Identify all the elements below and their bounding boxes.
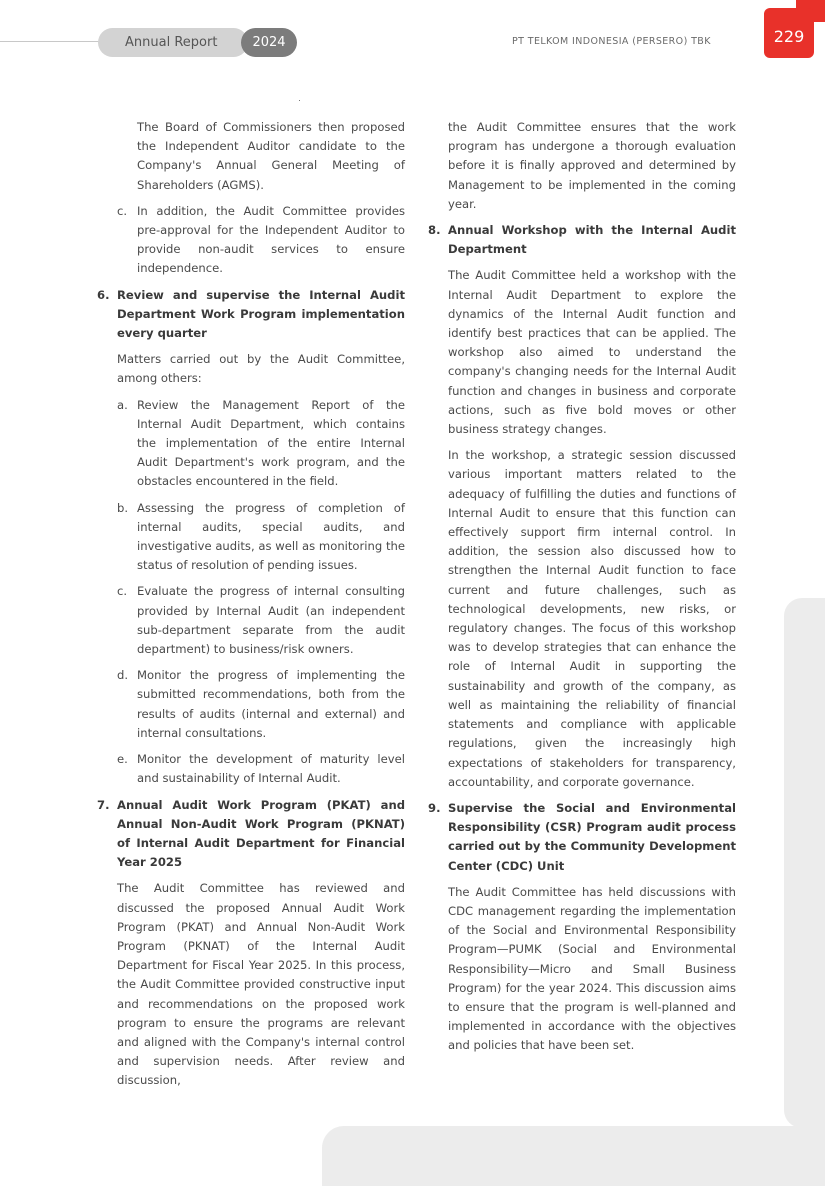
- right-column: [428, 118, 736, 1063]
- list-marker: b.: [117, 500, 129, 515]
- list-marker: d.: [117, 668, 129, 683]
- list-item: [97, 202, 405, 279]
- item-paragraph: The Audit Committee held a workshop with the Internal Audit Department to explore the dynamics of the Internal Audit function and identify best practices that can be applied. The workshop also aimed to understand the company's changing needs for the Internal Audit function and changes in business and corporate actions, such as five bold moves or other business strategy changes.: [448, 268, 736, 437]
- item-body: The Audit Committee has held discussions with CDC management regarding the implementation of the Social and Environmental Responsibility Program—PUMK (Social and Environmental Responsibility—Micro and Small Business Program) for the year 2024. This discussion aims to ensure that the program is well-planned and implemented in accordance with the objectives and policies that have been set.: [448, 884, 736, 1053]
- item-7: [97, 796, 405, 1091]
- report-label-pill: Annual Report: [98, 28, 248, 57]
- item-number: 7.: [97, 797, 110, 812]
- item-9: [428, 799, 736, 1056]
- list-item: [97, 750, 405, 788]
- header-divider: [0, 41, 110, 42]
- company-name: PT TELKOM INDONESIA (PERSERO) TBK: [512, 36, 711, 47]
- list-item-text: In addition, the Audit Committee provides pre-approval for the Independent Auditor to provide non-audit services to ensure independence.: [137, 203, 405, 276]
- list-item-text: Assessing the progress of completion of internal audits, special audits, and investigative audits, as well as monitoring the status of resolution of pending issues.: [137, 500, 405, 573]
- item-8: [428, 221, 736, 792]
- list-item-text: Monitor the development of maturity level and sustainability of Internal Audit.: [137, 752, 405, 786]
- item6-sublist: [97, 396, 405, 789]
- year-pill: 2024: [241, 28, 297, 57]
- list-marker: a.: [117, 397, 128, 412]
- item-body-continuation: the Audit Committee ensures that the work program has undergone a thorough evaluation before it is finally approved and determined by Management to be implemented in the coming year.: [448, 120, 736, 211]
- item-paragraph: In the workshop, a strategic session discussed various important matters related to the adequacy of fulfilling the duties and functions of Internal Audit to ensure that this function can effectively support firm internal control. In addition, the session also discussed how to strengthen the Internal Audit function to face current and future challenges, such as technological developments, new risks, or regulatory changes. The focus of this workshop was to develop strategies that can enhance the role of Internal Audit in supporting the sustainability and growth of the company, as well as maintaining the reliability of financial statements and compliance with applicable regulations, given the increasingly high expectations of stakeholders for transparency, accountability, and corporate governance.: [448, 448, 736, 789]
- list-marker: c.: [117, 584, 128, 599]
- item-heading: Review and supervise the Internal Audit Department Work Program implementation every quarter: [117, 287, 405, 341]
- item-heading: Annual Audit Work Program (PKAT) and Annual Non-Audit Work Program (PKNAT) of Internal Audit Department for Financial Year 2025: [117, 797, 405, 870]
- list-item: [97, 396, 405, 492]
- item-number: 6.: [97, 287, 110, 302]
- item5-continuation-list: [97, 202, 405, 279]
- background-shape-bottom: [322, 1126, 825, 1186]
- left-column: [97, 118, 405, 1098]
- item-number: 8.: [428, 223, 441, 238]
- item-heading: Supervise the Social and Environmental Responsibility (CSR) Program audit process carried out by the Community Development Center (CDC) Unit: [448, 800, 736, 873]
- list-item-text: Monitor the progress of implementing the submitted recommendations, both from the results of audits (internal and external) and internal consultations.: [137, 668, 405, 740]
- intro-paragraph: The Board of Commissioners then proposed the Independent Auditor candidate to the Company's Annual General Meeting of Shareholders (AGMS).: [137, 120, 405, 192]
- item-body: The Audit Committee has reviewed and discussed the proposed Annual Audit Work Program (PKAT) and Annual Non-Audit Work Program (PKNAT) of the Internal Audit Department for Fiscal Year 2025. In this process, the Audit Committee provided constructive input and recommendations on the proposed work program to ensure the programs are relevant and aligned with the Company's internal control and supervision needs. After review and discussion,: [117, 881, 405, 1088]
- list-marker: c.: [117, 203, 128, 218]
- stray-dot: [299, 100, 300, 101]
- list-item: [97, 666, 405, 743]
- item-heading: Annual Workshop with the Internal Audit Department: [448, 223, 736, 257]
- list-item: [97, 582, 405, 659]
- item-6: [97, 286, 405, 389]
- item-7-continuation: [428, 118, 736, 214]
- list-item-text: Evaluate the progress of internal consulting provided by Internal Audit (an independent sub-department separate from the audit department) to business/risk owners.: [137, 584, 405, 657]
- background-shape-right: [784, 598, 825, 1128]
- list-item: [97, 499, 405, 576]
- item-lead: Matters carried out by the Audit Committee, among others:: [117, 352, 405, 386]
- list-marker: e.: [117, 752, 128, 767]
- page-number: 229: [764, 8, 814, 58]
- item-number: 9.: [428, 800, 441, 815]
- list-item-text: Review the Management Report of the Internal Audit Department, which contains the implementation of the entire Internal Audit Department's work program, and the obstacles encountered in the field.: [137, 397, 405, 489]
